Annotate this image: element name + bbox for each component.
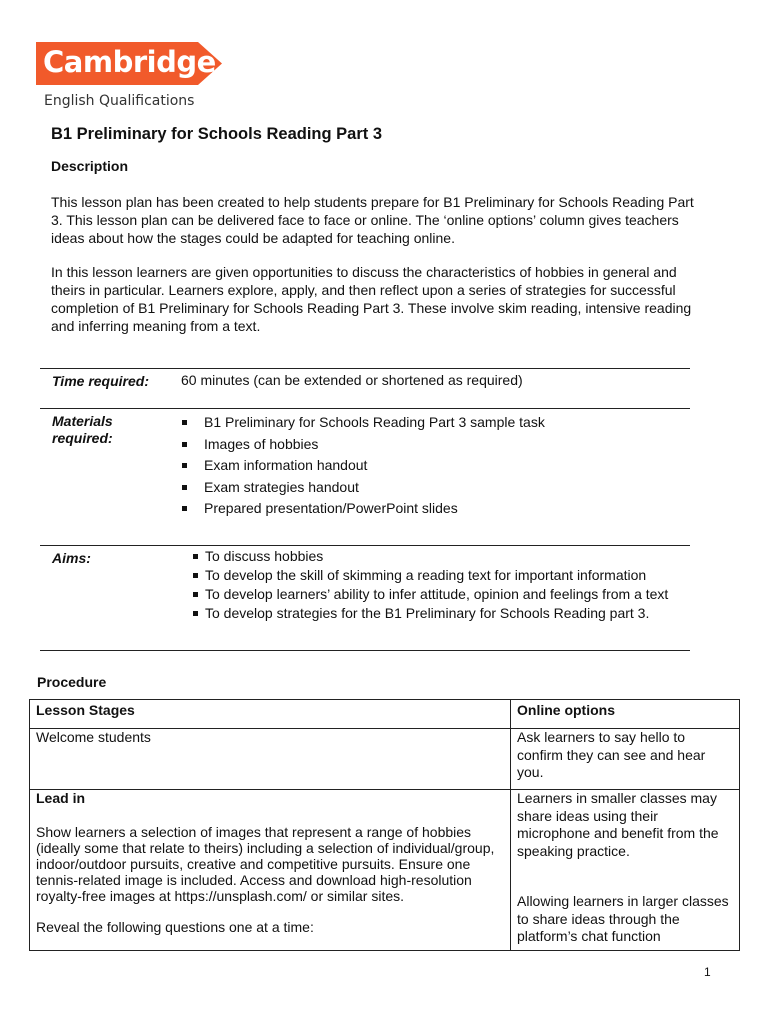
stage-text: Reveal the following questions one at a time:: [36, 919, 314, 935]
logo-brand-text: Cambridge: [43, 45, 216, 79]
aims-item: To develop strategies for the B1 Preliminary for Schools Reading part 3.: [193, 605, 668, 624]
time-required-label: Time required:: [52, 373, 149, 389]
materials-item: B1 Preliminary for Schools Reading Part 3 sample task: [180, 414, 545, 436]
materials-item: Exam strategies handout: [180, 479, 545, 501]
document-title: B1 Preliminary for Schools Reading Part 3: [51, 125, 383, 143]
procedure-header-row: [30, 700, 740, 729]
table-row: [30, 790, 740, 951]
cambridge-logo: [36, 42, 222, 109]
description-paragraph-1: This lesson plan has been created to help students prepare for B1 Preliminary for Schools Reading Part 3. This lesson plan can be delivered face to face or online. The ‘online options’ column gives teachers ideas about how the stages could be adapted for teaching online.: [51, 194, 694, 246]
table-row: [30, 729, 740, 790]
materials-required-label: Materials required:: [52, 413, 113, 446]
materials-item: Exam information handout: [180, 457, 545, 479]
aims-row: [40, 545, 690, 651]
materials-item: Images of hobbies: [180, 436, 545, 458]
stage-text: Show learners a selection of images that represent a range of hobbies (ideally some that relate to theirs) including a selection of individual/group, indoor/outdoor pursuits, creative and competitive pursuits. Ensure one tennis-related image is included. Access and download high-resolution royalty-free images at https://unsplash.com/ or similar sites.: [36, 824, 495, 904]
stage-cell: [30, 729, 511, 790]
aims-list: [193, 548, 668, 624]
materials-list: [180, 414, 545, 522]
description-paragraph-2: In this lesson learners are given opportunities to discuss the characteristics of hobbies in general and theirs in particular. Learners explore, apply, and then reflect upon a series of strategies for successful completion of B1 Preliminary for Schools Reading Part 3. These involve skim reading, intensive reading and inferring meaning from a text.: [51, 264, 692, 334]
online-cell: [511, 729, 740, 790]
stage-text: Welcome students: [36, 729, 151, 745]
online-option-text: Learners in smaller classes may share ideas using their microphone and benefit from the speaking practice.: [517, 790, 719, 859]
aims-item: To develop learners’ ability to infer attitude, opinion and feelings from a text: [193, 586, 668, 605]
procedure-table: [29, 699, 740, 951]
aims-item: To develop the skill of skimming a reading text for important information: [193, 567, 668, 586]
description-heading: Description: [51, 158, 129, 174]
logo-badge: [36, 42, 222, 85]
time-required-row: [40, 368, 690, 409]
materials-required-row: [40, 408, 690, 546]
aims-label: Aims:: [52, 550, 91, 566]
time-required-value: 60 minutes (can be extended or shortened as required): [181, 372, 523, 388]
logo-subtitle: English Qualifications: [44, 93, 195, 109]
online-cell: [511, 790, 740, 951]
aims-item: To discuss hobbies: [193, 548, 668, 567]
materials-item: Prepared presentation/PowerPoint slides: [180, 500, 545, 522]
stage-cell: [30, 790, 511, 951]
online-option-text: Ask learners to say hello to confirm they can see and hear you.: [517, 729, 706, 780]
column-header-lesson-stages: Lesson Stages: [30, 700, 511, 729]
procedure-heading: Procedure: [37, 674, 107, 690]
page-number: 1: [704, 965, 711, 979]
stage-title: Lead in: [36, 790, 86, 806]
column-header-online-options: Online options: [511, 700, 740, 729]
online-option-text: Allowing learners in larger classes to share ideas through the platform’s chat function: [517, 893, 729, 944]
